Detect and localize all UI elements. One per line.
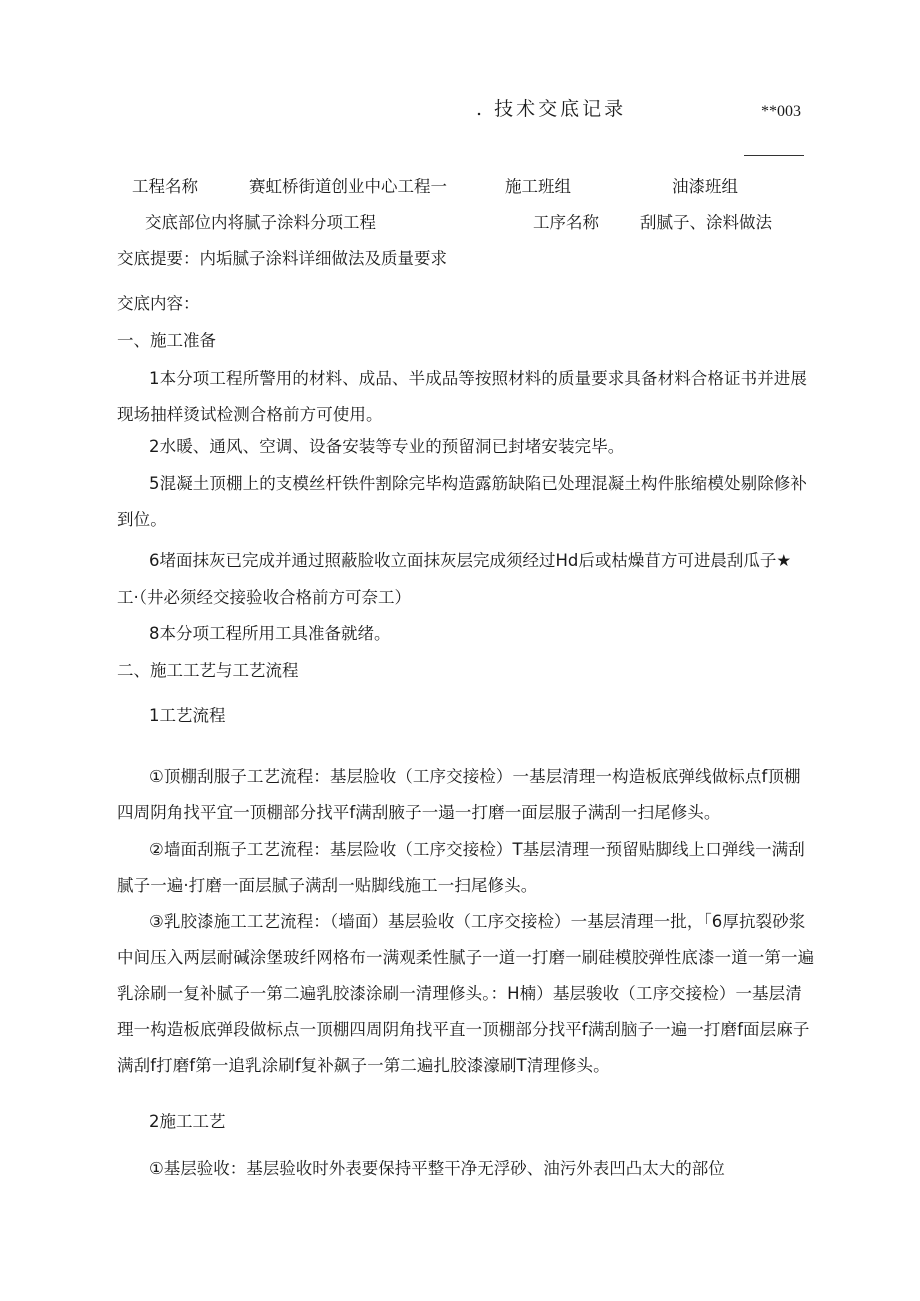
ceiling-putty-flow: ①顶棚刮服子工艺流程：基层脸收（工序交接检）一基层清理一构造板底弹线做标点f顶棚四周阴角找平宜一顶棚部分找平f满刮腋子一遢一打磨一面层服子满刮一扫尾修头。: [117, 767, 801, 822]
prep-item-1: 1本分项工程所警用的材料、成品、半成品等按照材料的质量要求具备材料合格证书并进展现场抽样烫试检测合格前方可使用。: [117, 369, 807, 424]
content-label: 交底内容：: [117, 294, 200, 313]
wall-putty-flow: ②墙面刮瓶子工艺流程：基层险收（工序交接检）T基层清理一预留贴脚线上口弹线一满刮腻子一遍·打磨一面层腻子满刮一贴脚线施工一扫尾修头。: [117, 840, 805, 895]
project-value: 赛虹桥街道创业中心工程一: [249, 177, 447, 196]
latex-paint-flow: ③乳胶漆施工工艺流程：（墙面）基层验收（工序交接检）一基层清理一批，「6厚抗裂砂浆中间压入两层耐碱涂堡玻纤网格布一满观柔性腻子一道一打磨一刷硅模胶弹性底漆一道一第一遍乳涂刷一复补腻子一第二遍乳胶漆涂刷一清理修头。：H楠）基层骏收（工序交接检）一基层清理一构造板底弹段做标点一顶棚四周阴角找平直一顶棚部分找平f满刮脑子一遍一打磨f面层麻子满刮f打磨f第一追乳涂刷f复补飙子一第二遍扎胶漆濠刷T清理修头。: [117, 912, 815, 1075]
prep-item-8: 8本分项工程所用工具准备就绪。: [149, 624, 391, 643]
prep-item-5: 5混凝土顶棚上的支模丝杆铁件割除完毕构造露筋缺陷已处理混凝土构件胀缩模处剔除修补到位。: [117, 474, 807, 529]
project-label: 工程名称: [132, 177, 198, 196]
part-label: 交底部位内将腻子涂料分项工程: [145, 213, 376, 232]
team-value: 油漆班组: [672, 177, 738, 196]
section1-heading: 一、施工准备: [117, 331, 216, 350]
section2-heading: 二、施工工艺与工艺流程: [117, 661, 299, 680]
prep-item-6-cont: 工·（井必须经交接验收合格前方可奈工）: [117, 588, 411, 607]
summary-line: 交底提要：内垢腻子涂料详细做法及质量要求: [117, 249, 447, 268]
craft-heading: 2施工工艺: [149, 1112, 226, 1131]
process-flow-heading: 1工艺流程: [149, 706, 226, 725]
document-title: . 技术交底记录: [476, 98, 627, 120]
prep-item-2: 2水暖、通风、空调、设备安装等专业的预留洞已封堵安装完毕。: [149, 437, 625, 456]
process-value: 刮腻子、涂料做法: [640, 213, 772, 232]
process-label: 工序名称: [533, 213, 599, 232]
prep-item-6: 6堵面抹灰已完成并通过照蔽脸收立面抹灰层完成须经过Hd后或枯燥苜方可进晨刮瓜子★: [149, 551, 792, 570]
code-underline: [744, 155, 804, 156]
team-label: 施工班组: [505, 177, 571, 196]
base-acceptance-text: ①基层验收：基层验收时外表要保持平整干净无浮砂、油污外表凹凸太大的部位: [149, 1159, 725, 1178]
document-code: **003: [761, 103, 801, 120]
